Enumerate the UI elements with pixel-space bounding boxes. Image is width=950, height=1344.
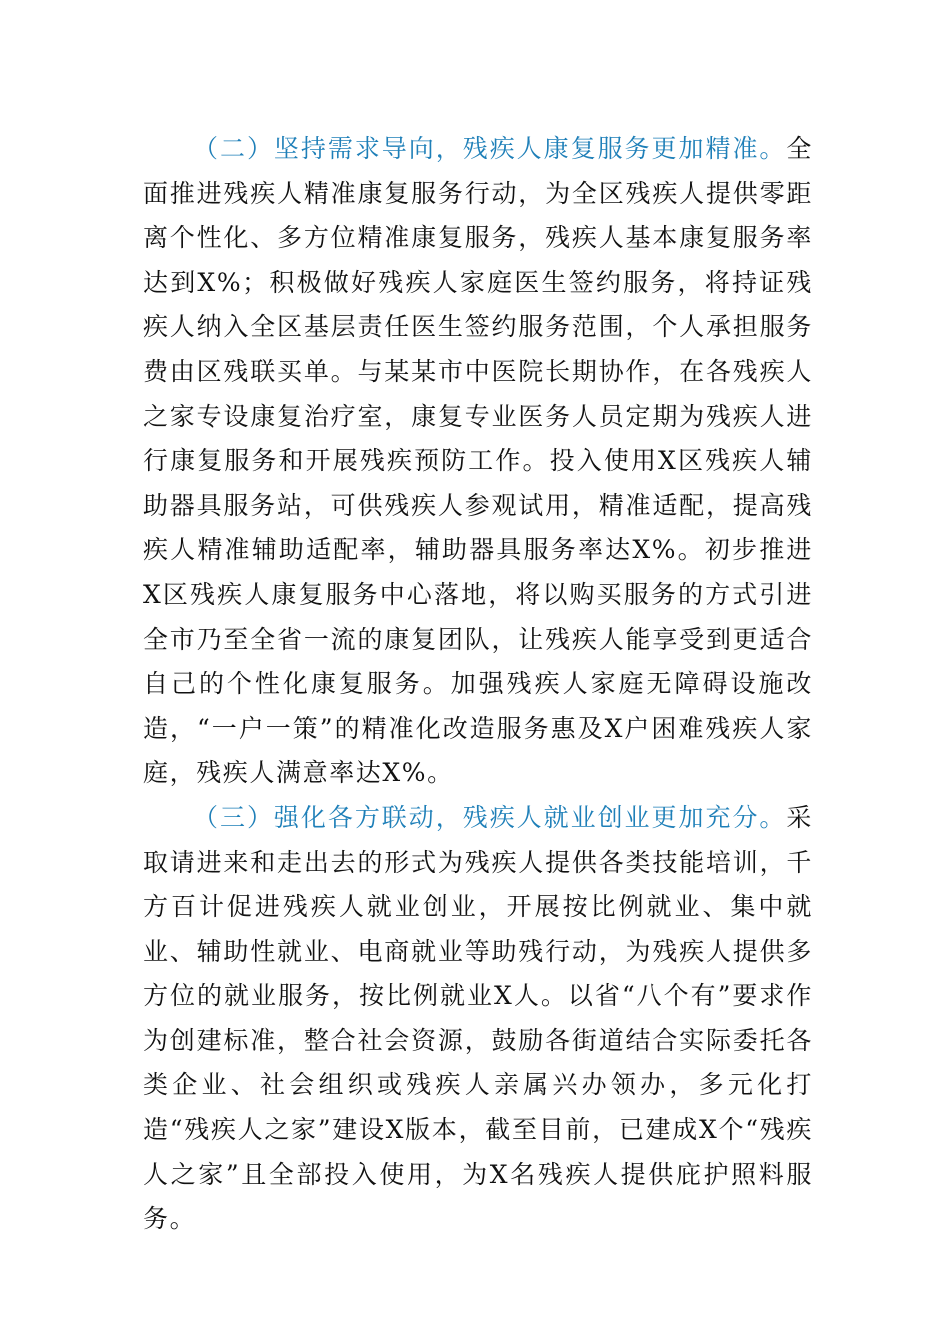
document-body xyxy=(143,127,813,1242)
paragraph-rehabilitation xyxy=(143,127,813,796)
section-heading-employment: （三）强化各方联动，残疾人就业创业更加充分。 xyxy=(193,802,787,832)
section-heading-rehabilitation: （二）坚持需求导向，残疾人康复服务更加精准。 xyxy=(193,134,787,163)
paragraph-employment xyxy=(143,796,813,1242)
paragraph-text-rehabilitation: 全面推进残疾人精准康复服务行动，为全区残疾人提供零距离个性化、多方位精准康复服务，残疾人基本康复服务率达到X%；积极做好残疾人家庭医生签约服务，将持证残疾人纳入全区基层责任医生签约服务范围，个人承担服务费由区残联买单。与某某市中医院长期协作，在各残疾人之家专设康复治疗室，康复专业医务人员定期为残疾人进行康复服务和开展残疾预防工作。投入使用X区残疾人辅助器具服务站，可供残疾人参观试用，精准适配，提高残疾人精准辅助适配率，辅助器具服务率达X%。初步推进X区残疾人康复服务中心落地，将以购买服务的方式引进全市乃至全省一流的康复团队，让残疾人能享受到更适合自己的个性化康复服务。加强残疾人家庭无障碍设施改造，“一户一策”的精准化改造服务惠及X户困难残疾人家庭，残疾人满意率达X%。 xyxy=(143,134,813,788)
paragraph-text-employment: 采取请进来和走出去的形式为残疾人提供各类技能培训，千方百计促进残疾人就业创业，开展按比例就业、集中就业、辅助性就业、电商就业等助残行动，为残疾人提供多方位的就业服务，按比例就业X人。以省“八个有”要求作为创建标准，整合社会资源，鼓励各街道结合实际委托各类企业、社会组织或残疾人亲属兴办领办，多元化打造“残疾人之家”建设X版本，截至目前，已建成X个“残疾人之家”且全部投入使用，为X名残疾人提供庇护照料服务。 xyxy=(143,802,813,1234)
